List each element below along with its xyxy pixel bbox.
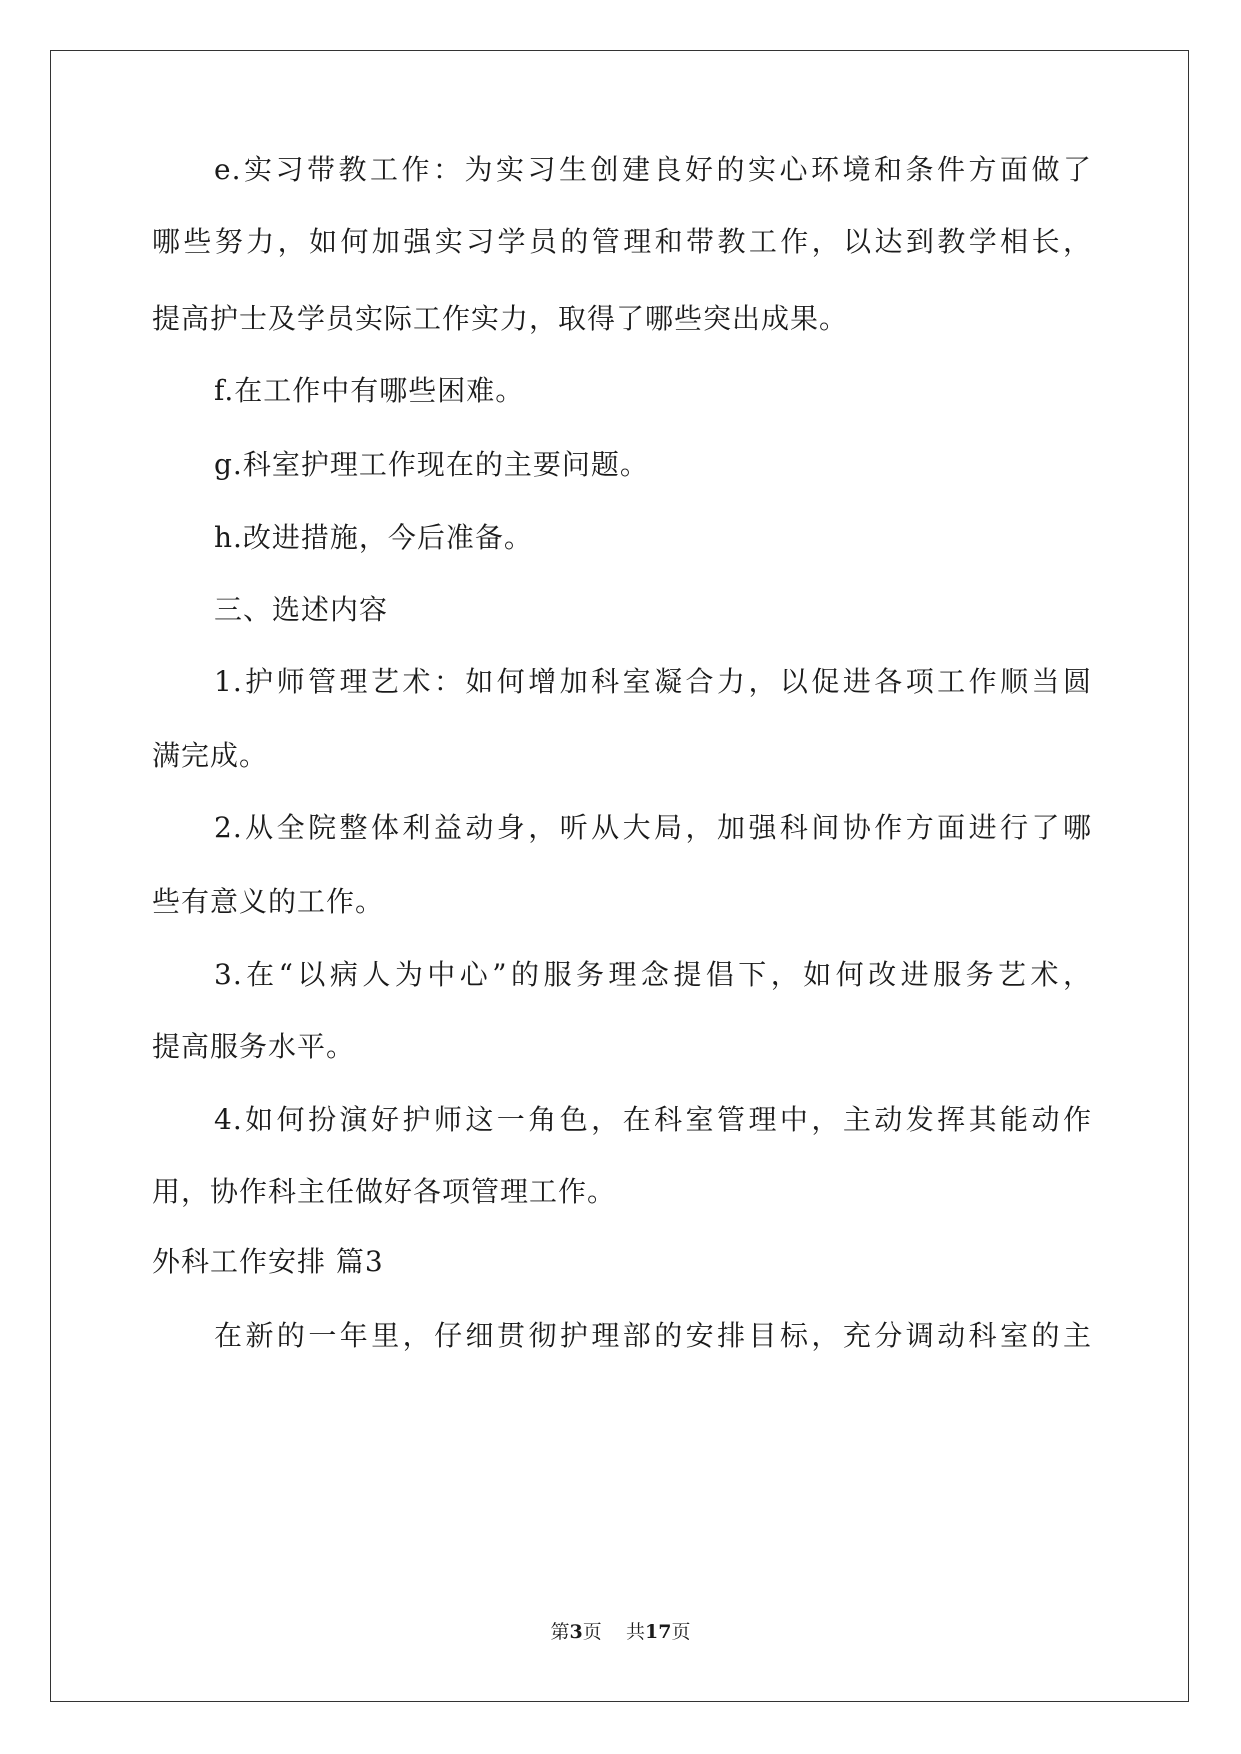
page-footer [0,1620,1241,1644]
paragraph-line: 提高护士及学员实际工作实力，取得了哪些突出成果。 [152,302,849,335]
paragraph-line: 提高服务水平。 [152,1030,356,1063]
paragraph-line: 4.如何扮演好护师这一角色，在科室管理中，主动发挥其能动作 [214,1103,1092,1136]
page-suffix: 页 [582,1621,602,1643]
total-pages: 17 [644,1621,672,1643]
paragraph-line: h.改进措施，今后准备。 [214,521,533,554]
page-border [50,50,1189,1702]
paragraph-line: 3.在“以病人为中心”的服务理念提倡下，如何改进服务艺术， [214,958,1092,991]
paragraph-line: 满完成。 [152,739,269,772]
total-prefix: 共 [625,1621,645,1643]
paragraph-line: e.实习带教工作：为实习生创建良好的实心环境和条件方面做了 [214,153,1092,186]
paragraph-line: 2.从全院整体利益动身，听从大局，加强科间协作方面进行了哪 [214,811,1092,844]
paragraph-line: 哪些努力，如何加强实习学员的管理和带教工作，以达到教学相长， [152,225,1092,258]
page-prefix: 第 [550,1621,570,1643]
paragraph-line: 用，协作科主任做好各项管理工作。 [152,1175,617,1208]
paragraph-line: 些有意义的工作。 [152,885,385,918]
total-suffix: 页 [671,1621,691,1643]
paragraph-line: f.在工作中有哪些困难。 [214,374,525,407]
page-number: 3 [569,1621,583,1643]
paragraph-line: 在新的一年里，仔细贯彻护理部的安排目标，充分调动科室的主 [214,1319,1092,1352]
article-heading: 外科工作安排 篇3 [152,1245,384,1278]
paragraph-line: 1.护师管理艺术：如何增加科室凝合力，以促进各项工作顺当圆 [214,665,1092,698]
paragraph-line: g.科室护理工作现在的主要问题。 [214,448,649,481]
section-heading: 三、选述内容 [214,593,389,626]
